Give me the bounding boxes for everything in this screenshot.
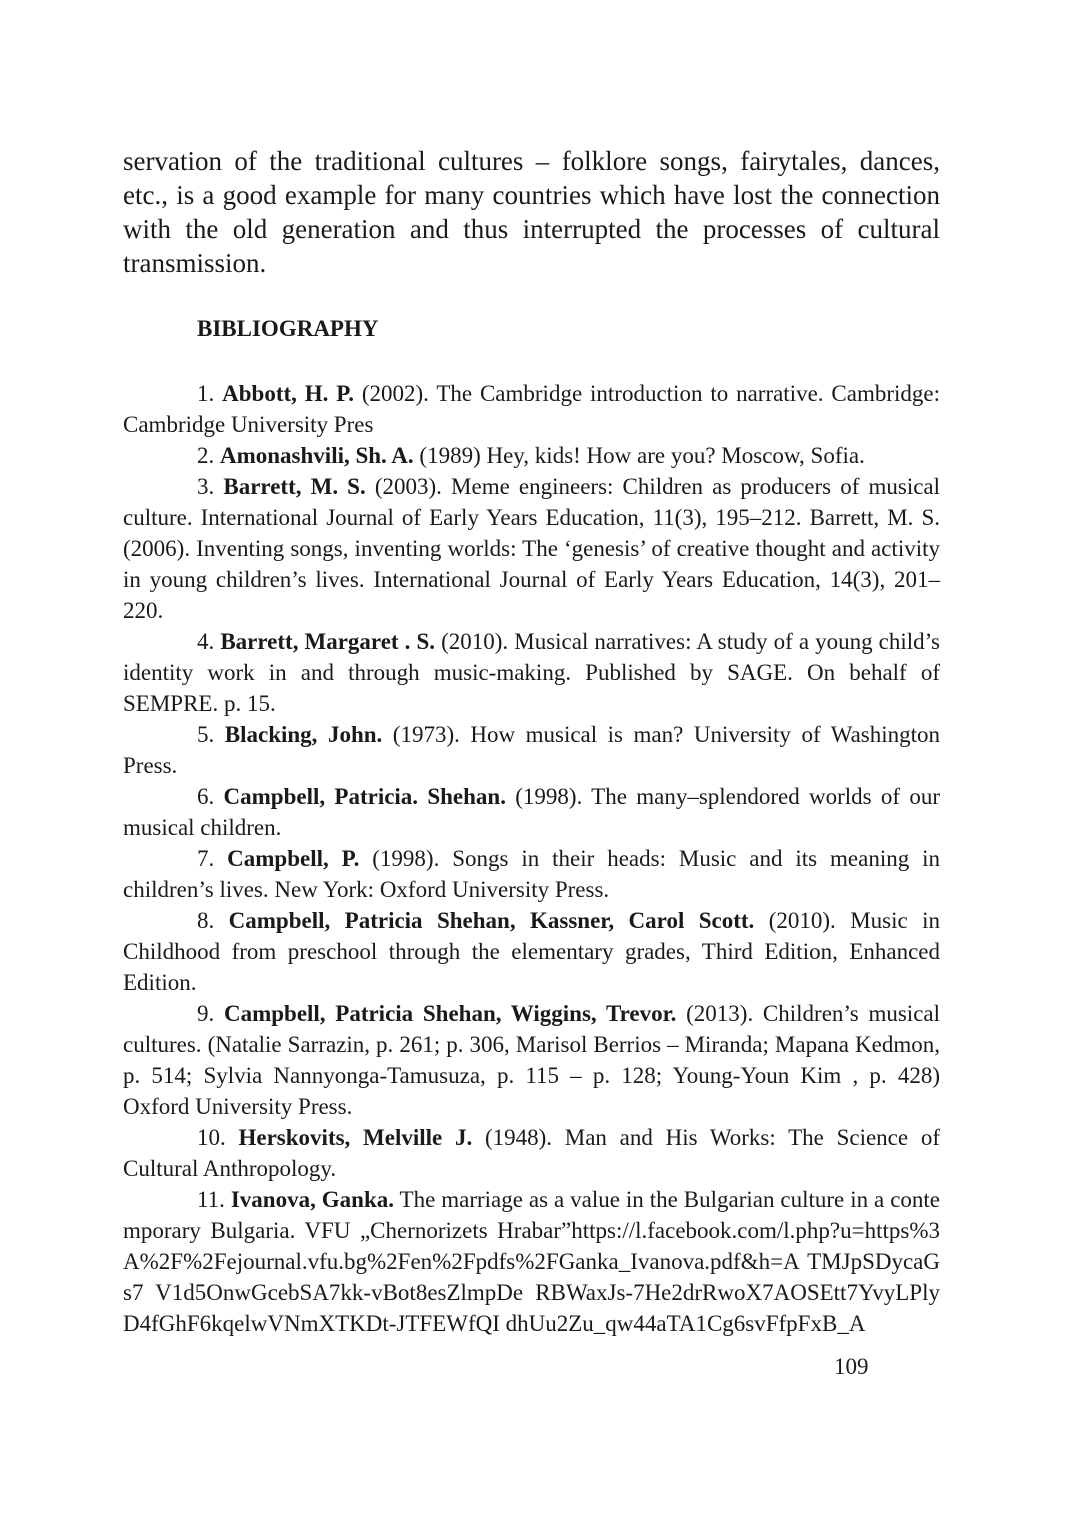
entry-text: (1998). Songs in their heads: Music and its meaning in children’s lives. New York: Oxford University Press. (123, 846, 941, 902)
entry-number: 1. (197, 381, 215, 406)
entry-authors: Barrett, M. S. (223, 474, 366, 499)
entry-authors: Blacking, John. (224, 722, 383, 747)
entry-authors: Herskovits, Melville J. (238, 1125, 473, 1150)
entry-authors: Campbell, Patricia Shehan, Wiggins, Trevor. (223, 1001, 677, 1026)
entry-number: 3. (197, 474, 215, 499)
entry-authors: Barrett, Margaret . S. (220, 629, 436, 654)
bibliography-entry (123, 781, 940, 843)
entry-number: 7. (197, 846, 215, 871)
entry-text: (2010). Musical narratives: A study of a young child’s identity work in and through music-making. Published by SAGE. On behalf of SEMPRE. p. 15. (123, 629, 941, 716)
entry-text: (2010). Music in Childhood from preschool through the elementary grades, Third Edition, Enhanced Edition. (123, 908, 940, 995)
entry-text: (1989) Hey, kids! How are you? Moscow, Sofia. (413, 443, 865, 468)
bibliography-entry (123, 998, 940, 1122)
entry-number: 2. (197, 443, 215, 468)
page-number: 109 (834, 1354, 869, 1379)
bibliography-entry (123, 1122, 940, 1184)
entry-authors: Ivanova, Ganka. (230, 1187, 395, 1212)
entry-number: 6. (197, 784, 215, 809)
entry-text: The marriage as a value in the Bulgarian culture in a contemporary Bulgaria. VFU „Chernorizets Hrabar”https://l.facebook.com/l.php?u=https%3A%2F%2Fejournal.vfu.bg%2Fen%2Fpdfs%2FGanka_Ivanova.pdf&h=A TMJpSDycaGs7 V1d5OnwGcebSA7kk-vBot8esZlmpDe RBWaxJs-7He2drRwoX7AOSEtt7YvyLPlyD4fGhF6kqelwVNmXTKDt-JTFEWfQI dhUu2Zu_qw44aTA1Cg6svFfpFxB_A (123, 1187, 940, 1336)
entry-authors: Campbell, Patricia Shehan, Kassner, Carol Scott. (228, 908, 755, 933)
entry-text: (1998). The many–splendored worlds of our musical children. (123, 784, 941, 840)
entry-authors: Campbell, P. (227, 846, 360, 871)
entry-number: 5. (197, 722, 215, 747)
entry-authors: Abbott, H. P. (222, 381, 354, 406)
bibliography-entry (123, 440, 940, 471)
bibliography-entry (123, 626, 940, 719)
bibliography-entry (123, 471, 940, 626)
entry-text: (1948). Man and His Works: The Science of Cultural Anthropology. (123, 1125, 940, 1181)
entry-text: (2002). The Cambridge introduction to narrative. Cambridge: Cambridge University Pres (123, 381, 941, 437)
entry-number: 9. (197, 1001, 215, 1026)
entry-authors: Amonashvili, Sh. A. (220, 443, 414, 468)
entry-text: (2003). Meme engineers: Children as producers of musical culture. International Journal of Early Years Education, 11(3), 195–212. Barrett, M. S. (2006). Inventing songs, inventing worlds: The ‘genesis’ of creative thought and activity in young children’s lives. International Journal of Early Years Education, 14(3), 201–220. (123, 474, 941, 623)
page-body (123, 144, 940, 1339)
bibliography-entry (123, 1184, 940, 1339)
entry-number: 11. (197, 1187, 225, 1212)
entry-authors: Campbell, Patricia. Shehan. (223, 784, 506, 809)
bibliography-entry (123, 378, 940, 440)
bibliography-entry (123, 905, 940, 998)
bibliography-entry (123, 719, 940, 781)
bibliography-heading: BIBLIOGRAPHY (197, 316, 379, 341)
bibliography-list (123, 378, 940, 1339)
intro-paragraph: servation of the traditional cultures – folklore songs, fairytales, dances, etc., is a good example for many countries which have lost the connection with the old generation and thus interrupted the processes of cultural transmission. (123, 146, 940, 278)
bibliography-entry (123, 843, 940, 905)
entry-text: (2013). Children’s musical cultures. (Natalie Sarrazin, p. 261; p. 306, Marisol Berrios – Miranda; Mapana Kedmon, p. 514; Sylvia Nannyonga-Tamusuza, p. 115 – p. 128; Young-Youn Kim , p. 428) Oxford University Press. (123, 1001, 941, 1119)
entry-text: (1973). How musical is man? University of Washington Press. (123, 722, 941, 778)
entry-number: 4. (197, 629, 215, 654)
entry-number: 10. (197, 1125, 226, 1150)
entry-number: 8. (197, 908, 215, 933)
